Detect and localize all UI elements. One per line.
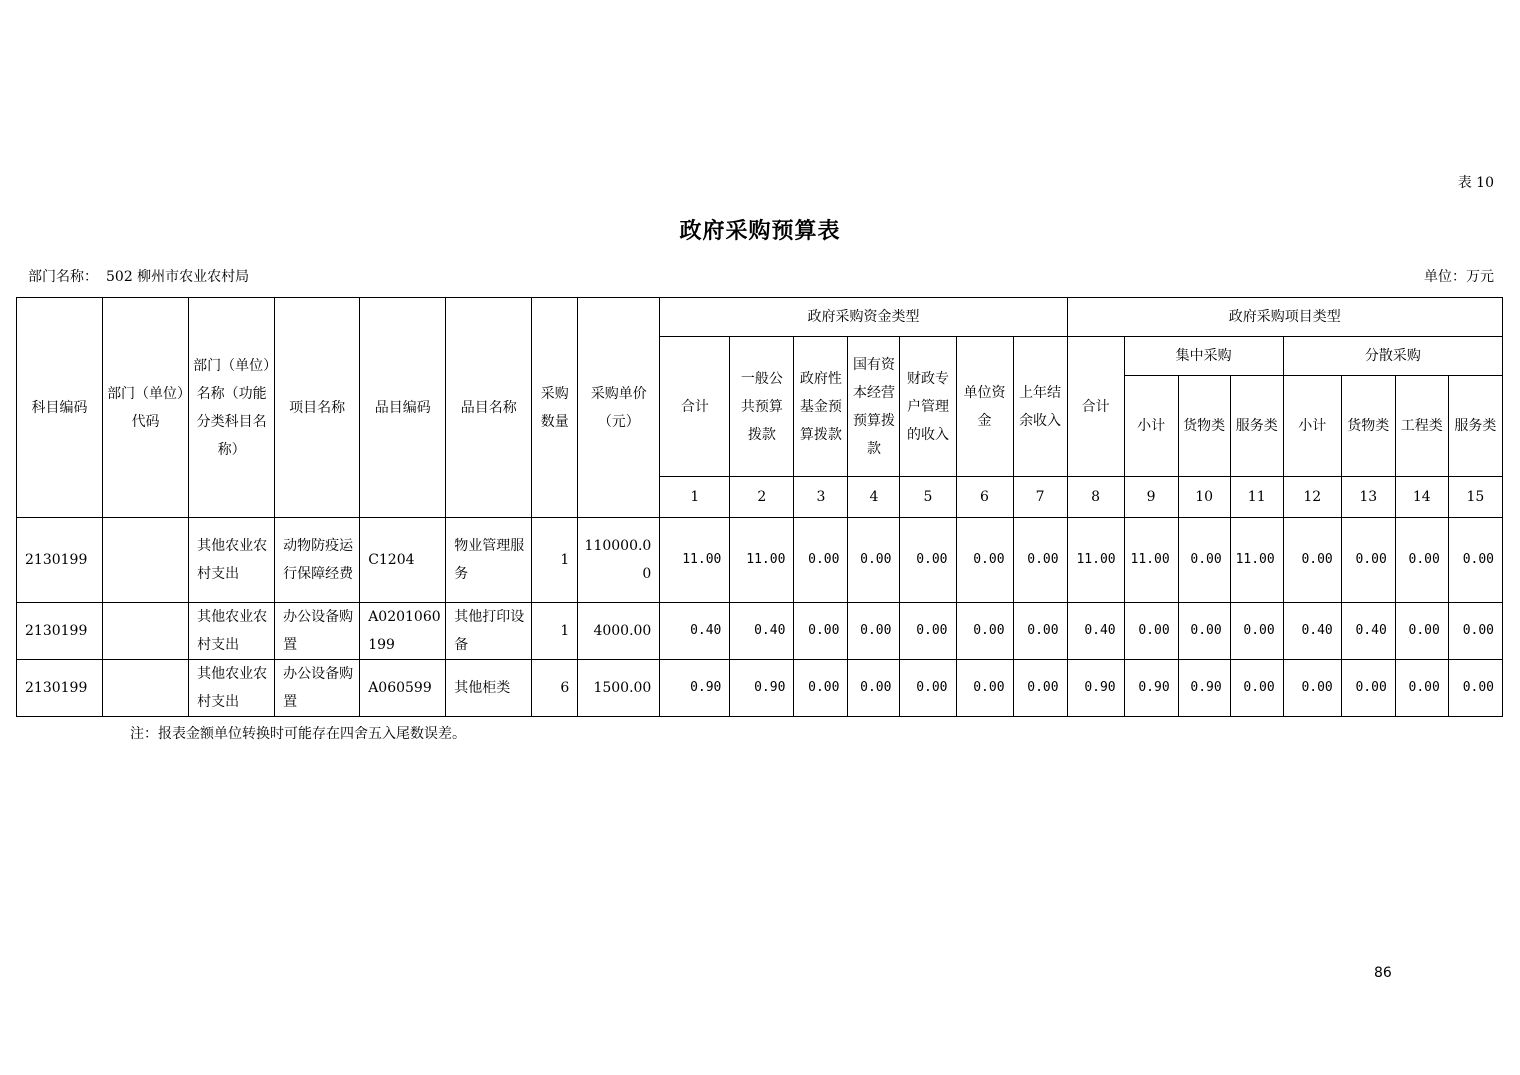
amount-cell: 0.00	[794, 660, 848, 717]
header-item-name: 品目名称	[446, 298, 532, 518]
column-number: 8	[1067, 477, 1124, 518]
amount-cell: 11.00	[1067, 518, 1124, 603]
header-item-code: 品目编码	[360, 298, 446, 518]
amount-cell: 0.00	[1124, 603, 1178, 660]
column-number: 11	[1230, 477, 1283, 518]
header-dispersed-service: 服务类	[1448, 376, 1502, 477]
header-unit-fund: 单位资金	[956, 337, 1013, 477]
department-label: 部门名称：	[28, 269, 98, 285]
dept-name-cell: 其他农业农村支出	[189, 660, 275, 717]
amount-cell: 0.90	[1178, 660, 1230, 717]
amount-cell: 0.40	[1341, 603, 1395, 660]
header-gov-fund: 政府性基金预算拨款	[794, 337, 848, 477]
amount-cell: 0.00	[1283, 518, 1341, 603]
amount-cell: 0.00	[848, 660, 900, 717]
table-row	[17, 660, 1503, 717]
amount-cell: 0.00	[1013, 660, 1067, 717]
unit-price-cell: 4000.00	[578, 603, 660, 660]
amount-cell: 0.00	[1341, 518, 1395, 603]
unit-price-cell: 1500.00	[578, 660, 660, 717]
amount-cell: 0.40	[1067, 603, 1124, 660]
subject-code-cell: 2130199	[17, 603, 103, 660]
page-number: 86	[1374, 965, 1392, 981]
dept-code-cell	[103, 660, 189, 717]
header-central-subtotal: 小计	[1124, 376, 1178, 477]
amount-cell: 0.00	[1448, 660, 1502, 717]
amount-cell: 11.00	[1230, 518, 1283, 603]
amount-cell: 0.00	[794, 603, 848, 660]
amount-cell: 0.00	[1013, 603, 1067, 660]
column-number: 4	[848, 477, 900, 518]
amount-cell: 0.00	[900, 518, 956, 603]
unit-label: 单位：万元	[1424, 269, 1494, 285]
page-title: 政府采购预算表	[679, 218, 841, 244]
header-dept-code: 部门（单位）代码	[103, 298, 189, 518]
header-dispersed: 分散采购	[1283, 337, 1502, 376]
column-number: 6	[956, 477, 1013, 518]
header-special-account: 财政专户管理的收入	[900, 337, 956, 477]
header-last-year: 上年结余收入	[1013, 337, 1067, 477]
amount-cell: 0.40	[660, 603, 730, 660]
department-name: 502 柳州市农业农村局	[106, 269, 250, 285]
project-name-cell: 办公设备购置	[275, 660, 360, 717]
project-name-cell: 动物防疫运行保障经费	[275, 518, 360, 603]
department-info	[28, 266, 257, 286]
subject-code-cell: 2130199	[17, 518, 103, 603]
subject-code-cell: 2130199	[17, 660, 103, 717]
column-number: 2	[730, 477, 794, 518]
amount-cell: 0.40	[1283, 603, 1341, 660]
header-subject-code: 科目编码	[17, 298, 103, 518]
amount-cell: 0.90	[1067, 660, 1124, 717]
amount-cell: 0.00	[794, 518, 848, 603]
quantity-cell: 6	[532, 660, 578, 717]
amount-cell: 0.90	[660, 660, 730, 717]
table-tag: 表 10	[1457, 175, 1494, 191]
amount-cell: 0.00	[900, 660, 956, 717]
amount-cell: 0.00	[1448, 518, 1502, 603]
header-central-goods: 货物类	[1178, 376, 1230, 477]
amount-cell: 0.90	[1124, 660, 1178, 717]
quantity-cell: 1	[532, 518, 578, 603]
header-proj-total: 合计	[1067, 337, 1124, 477]
item-code-cell: C1204	[360, 518, 446, 603]
column-number: 12	[1283, 477, 1341, 518]
amount-cell: 0.00	[956, 518, 1013, 603]
procurement-budget-table	[16, 297, 1503, 717]
amount-cell: 0.00	[956, 603, 1013, 660]
header-dept-name: 部门（单位）名称（功能分类科目名称）	[189, 298, 275, 518]
amount-cell: 11.00	[660, 518, 730, 603]
dept-name-cell: 其他农业农村支出	[189, 518, 275, 603]
column-number: 10	[1178, 477, 1230, 518]
amount-cell: 0.00	[1341, 660, 1395, 717]
amount-cell: 0.00	[1395, 518, 1448, 603]
amount-cell: 0.00	[1013, 518, 1067, 603]
column-number: 13	[1341, 477, 1395, 518]
amount-cell: 0.00	[900, 603, 956, 660]
header-central-service: 服务类	[1230, 376, 1283, 477]
amount-cell: 0.00	[1283, 660, 1341, 717]
quantity-cell: 1	[532, 603, 578, 660]
amount-cell: 11.00	[1124, 518, 1178, 603]
header-dispersed-goods: 货物类	[1341, 376, 1395, 477]
header-project-name: 项目名称	[275, 298, 360, 518]
column-number: 14	[1395, 477, 1448, 518]
header-project-type: 政府采购项目类型	[1067, 298, 1502, 337]
column-number: 15	[1448, 477, 1502, 518]
item-name-cell: 其他打印设备	[446, 603, 532, 660]
dept-code-cell	[103, 603, 189, 660]
column-number: 9	[1124, 477, 1178, 518]
amount-cell: 0.00	[1178, 518, 1230, 603]
amount-cell: 0.00	[1230, 660, 1283, 717]
amount-cell: 0.00	[1230, 603, 1283, 660]
amount-cell: 0.00	[848, 518, 900, 603]
item-code-cell: A0201060199	[360, 603, 446, 660]
amount-cell: 0.40	[730, 603, 794, 660]
table-row	[17, 603, 1503, 660]
unit-price-cell: 110000.00	[578, 518, 660, 603]
header-fund-total: 合计	[660, 337, 730, 477]
header-dispersed-project: 工程类	[1395, 376, 1448, 477]
amount-cell: 0.90	[730, 660, 794, 717]
header-general-budget: 一般公共预算拨款	[730, 337, 794, 477]
header-fund-type: 政府采购资金类型	[660, 298, 1067, 337]
header-unit-price: 采购单价（元）	[578, 298, 660, 518]
header-dispersed-subtotal: 小计	[1283, 376, 1341, 477]
dept-name-cell: 其他农业农村支出	[189, 603, 275, 660]
header-central: 集中采购	[1124, 337, 1283, 376]
amount-cell: 0.00	[1448, 603, 1502, 660]
header-quantity: 采购数量	[532, 298, 578, 518]
footnote: 注：报表金额单位转换时可能存在四舍五入尾数误差。	[130, 726, 466, 742]
item-name-cell: 物业管理服务	[446, 518, 532, 603]
header-row-1	[17, 298, 1503, 337]
project-name-cell: 办公设备购置	[275, 603, 360, 660]
item-name-cell: 其他柜类	[446, 660, 532, 717]
table-row	[17, 518, 1503, 603]
amount-cell: 0.00	[1395, 603, 1448, 660]
column-number: 7	[1013, 477, 1067, 518]
item-code-cell: A060599	[360, 660, 446, 717]
amount-cell: 0.00	[848, 603, 900, 660]
header-state-capital: 国有资本经营预算拨款	[848, 337, 900, 477]
amount-cell: 0.00	[1395, 660, 1448, 717]
amount-cell: 11.00	[730, 518, 794, 603]
dept-code-cell	[103, 518, 189, 603]
column-number: 3	[794, 477, 848, 518]
column-number: 1	[660, 477, 730, 518]
column-number: 5	[900, 477, 956, 518]
amount-cell: 0.00	[1178, 603, 1230, 660]
amount-cell: 0.00	[956, 660, 1013, 717]
